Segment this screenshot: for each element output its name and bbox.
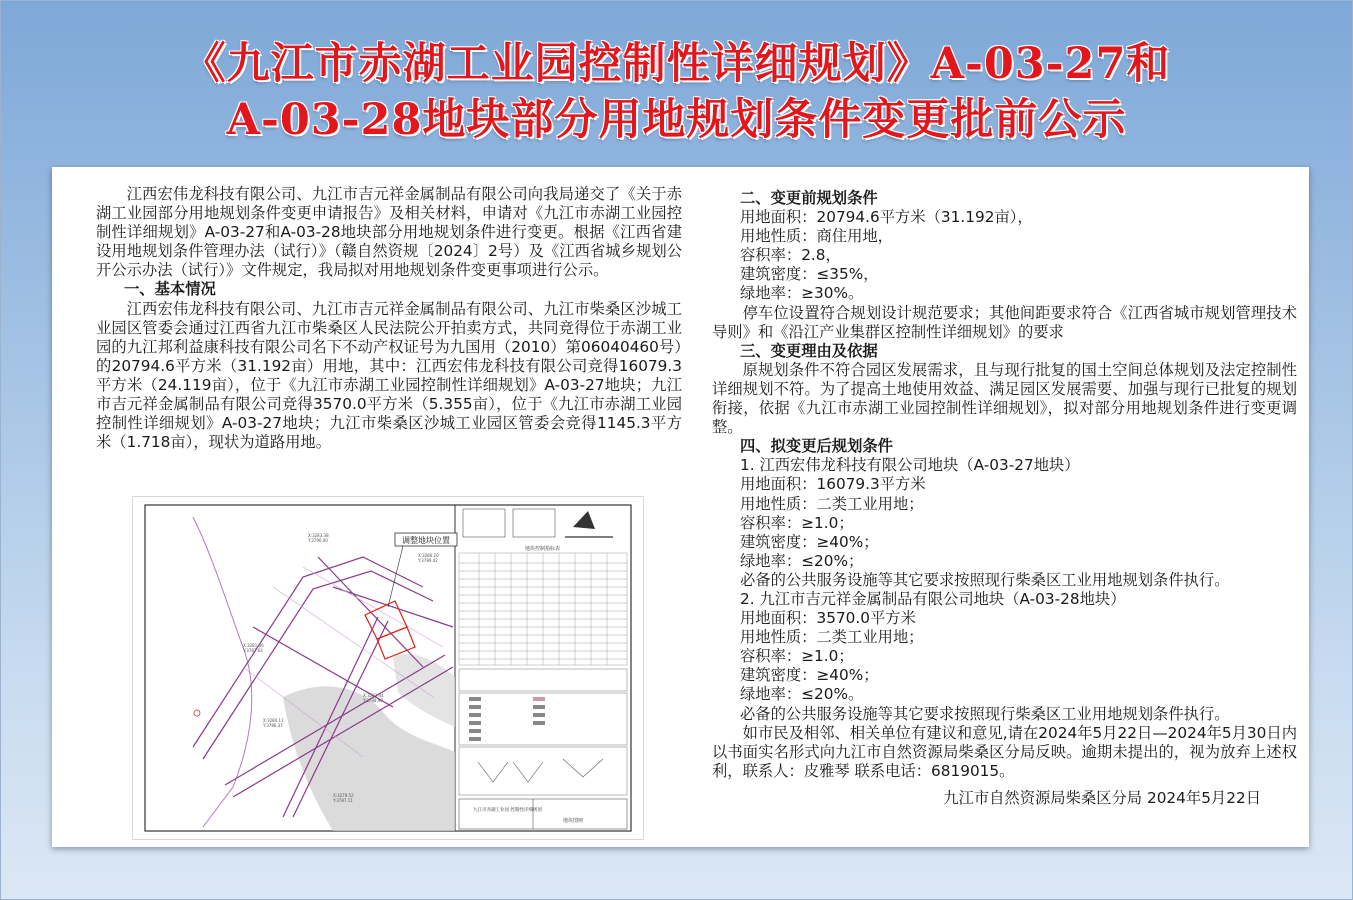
- notice-title: [0, 36, 1353, 148]
- svg-text:X:3281.06: X:3281.06: [243, 643, 264, 648]
- svg-text:X:3279.52: X:3279.52: [333, 793, 354, 798]
- map-table-title: 地块控制指标表: [525, 546, 561, 552]
- signature-org: 九江市自然资源局柴桑区分局: [943, 788, 1143, 807]
- parcel2-line: 建筑密度：≥40%；: [740, 666, 879, 685]
- left-column: [96, 185, 682, 452]
- parcel1-line: 必备的公共服务设施等其它要求按照现行柴桑区工业用地规划条件执行。: [740, 570, 1230, 589]
- svg-text:Y:3788.90: Y:3788.90: [363, 698, 383, 703]
- signature-date: 2024年5月22日: [1146, 788, 1261, 807]
- notice-panel: [52, 167, 1309, 847]
- parcel2-line: 用地面积：3570.0平方米: [740, 609, 916, 628]
- section2-para: 停车位设置符合规划设计规范要求；其他间距要求符合《江西省城市规划管理技术导则》和《沿江产业集群区控制性详细规划》的要求: [712, 303, 1297, 341]
- signature-block: [712, 789, 1297, 808]
- section3-body: 原规划条件不符合园区发展需求，且与现行批复的国土空间总体规划及法定控制性详细规划不符。为了提高土地使用效益、满足园区发展需要、加强与现行已批复的规划衔接，依据《九江市赤湖工业园控制性详细规划》，拟对部分用地规划条件进行变更调整。: [712, 360, 1297, 437]
- parcel1-line: 用地性质：二类工业用地；: [740, 494, 924, 513]
- parcel2-line: 必备的公共服务设施等其它要求按照现行柴桑区工业用地规划条件执行。: [740, 704, 1230, 723]
- parcel2-line: 绿地率：≤20%。: [740, 685, 864, 704]
- intro-paragraph: 江西宏伟龙科技有限公司、九江市吉元祥金属制品有限公司向我局递交了《关于赤湖工业园部分用地规划条件变更申请报告》及相关材料，申请对《九江市赤湖工业园控制性详细规划》A-03-27和A-03-28地块部分用地规划条件进行变更。根据《江西省建设用地规划条件管理办法（试行）》（赣自然资规〔2024〕2号）及《江西省城乡规划公开公示办法（试行）》文件规定，我局拟对用地规划条件变更事项进行公示。: [96, 185, 682, 280]
- parcel2-title: 2. 九江市吉元祥金属制品有限公司地块（A-03-28地块）: [740, 589, 1126, 608]
- svg-text:X:3283.38: X:3283.38: [308, 533, 329, 538]
- svg-text:X:3282.44: X:3282.44: [363, 693, 384, 698]
- title-line-2: A-03-28地块部分用地规划条件变更批前公示: [226, 95, 1127, 145]
- svg-text:Y:3786.37: Y:3786.37: [263, 723, 283, 728]
- section1-body: 江西宏伟龙科技有限公司、九江市吉元祥金属制品有限公司、九江市柴桑区沙城工业园区管委会通过江西省九江市柴桑区人民法院公开拍卖方式，共同竞得位于赤湖工业园的九江邦利益康科技有限公司名下不动产权证号为九国用（2010）第06040460号）的20794.6平方米（31.192亩）用地，其中：江西宏伟龙科技有限公司竞得16079.3平方米（24.119亩），位于《九江市赤湖工业园控制性详细规划》A-03-27地块；九江市吉元祥金属制品有限公司竞得3570.0平方米（5.355亩），位于《九江市赤湖工业园控制性详细规划》A-03-27地块；九江市柴桑区沙城工业园区管委会竞得1145.3平方米（1.718亩），现状为道路用地。: [96, 299, 682, 452]
- svg-text:Y:3790.00: Y:3790.00: [308, 538, 328, 543]
- parcel2-line: 容积率：≥1.0；: [740, 647, 854, 666]
- map-callout: 调整地块位置: [402, 536, 450, 545]
- section4-heading: 四、拟变更后规划条件: [740, 437, 893, 456]
- svg-text:X:3286.20: X:3286.20: [418, 553, 439, 558]
- section1-heading: 一、基本情况: [124, 280, 216, 299]
- parcel2-line: 用地性质：二类工业用地；: [740, 628, 924, 647]
- right-column: [712, 189, 1297, 808]
- parcel1-title: 1. 江西宏伟龙科技有限公司地块（A-03-27地块）: [740, 456, 1080, 475]
- map-footer-left: 九江市赤湖工业园 控制性详细规划: [473, 808, 542, 813]
- parcel1-line: 容积率：≥1.0；: [740, 513, 854, 532]
- parcel1-line: 绿地率：≤20%；: [740, 551, 864, 570]
- closing-paragraph: 如市民及相邻、相关单位有建议和意见,请在2024年5月22日—2024年5月30日内以书面实名形式向九江市自然资源局柴桑区分局反映。逾期未提出的，视为放弃上述权利，联系人：皮雅琴 联系电话：6819015。: [712, 723, 1297, 780]
- planning-map-drawing: [133, 497, 643, 839]
- svg-text:X:3280.11: X:3280.11: [263, 718, 284, 723]
- title-line-1: 《九江市赤湖工业园控制性详细规划》A-03-27和: [182, 39, 1171, 89]
- section2-line: 用地面积：20794.6平方米（31.192亩），: [740, 208, 1033, 227]
- section3-heading: 三、变更理由及依据: [740, 341, 878, 360]
- svg-text:Y:3787.64: Y:3787.64: [243, 648, 263, 653]
- parcel1-line: 用地面积：16079.3平方米: [740, 475, 926, 494]
- section2-heading: 二、变更前规划条件: [740, 189, 878, 207]
- svg-text:Y:3789.42: Y:3789.42: [418, 558, 438, 563]
- parcel1-line: 建筑密度：≥40%；: [740, 532, 879, 551]
- section2-line: 绿地率：≥30%。: [740, 284, 864, 303]
- svg-text:Y:3787.11: Y:3787.11: [333, 798, 353, 803]
- section2-line: 用地性质：商住用地，: [740, 227, 893, 246]
- planning-map: [132, 496, 644, 840]
- section2-line: 建筑密度：≤35%，: [740, 265, 879, 284]
- section2-line: 容积率：2.8，: [740, 246, 841, 265]
- map-footer-right: 地块图则: [563, 818, 584, 824]
